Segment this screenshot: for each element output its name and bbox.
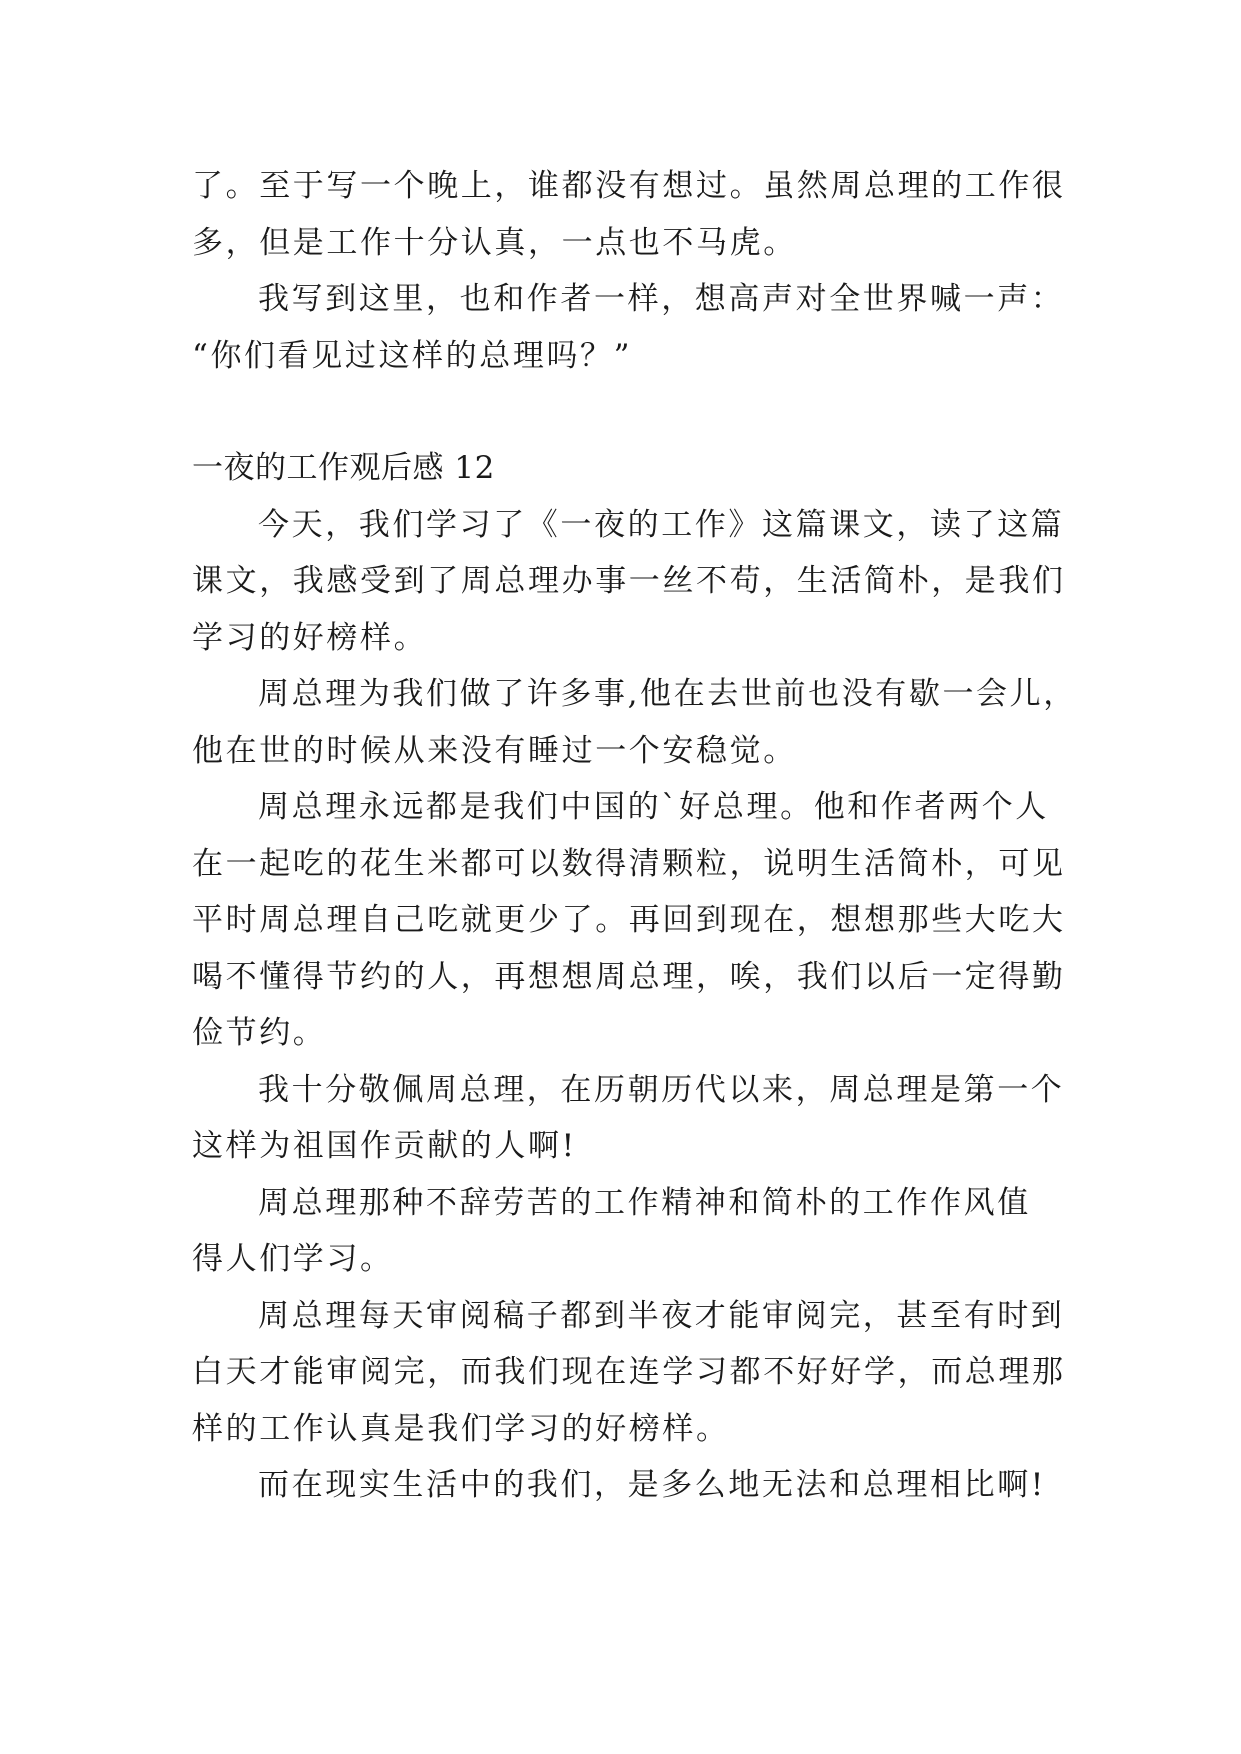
paragraph-line: 他在世的时候从来没有睡过一个安稳觉。 — [192, 732, 797, 769]
paragraph-line: 得人们学习。 — [192, 1241, 394, 1277]
paragraph-line: 这样为祖国作贡献的人啊! — [192, 1128, 577, 1164]
paragraph-line: 周总理每天审阅稿子都到半夜才能审阅完，甚至有时到 — [258, 1297, 1065, 1334]
paragraph-line: 样的工作认真是我们学习的好榜样。 — [192, 1410, 730, 1447]
paragraph-line: 喝不懂得节约的人，再想想周总理，唉，我们以后一定得勤 — [192, 958, 1066, 995]
paragraph-line: 多，但是工作十分认真，一点也不马虎。 — [192, 224, 797, 261]
section-spacer — [192, 384, 1060, 440]
paragraph-line: 平时周总理自己吃就更少了。再回到现在，想想那些大吃大 — [192, 902, 1066, 938]
section-title: 一夜的工作观后感 12 — [192, 450, 495, 486]
paragraph-line: 我十分敬佩周总理，在历朝历代以来，周总理是第一个 — [258, 1071, 1065, 1108]
paragraph-line: 了。至于写一个晚上，谁都没有想过。虽然周总理的工作很 — [192, 168, 1066, 204]
paragraph-line: 学习的好榜样。 — [192, 619, 428, 656]
paragraph-line: 周总理永远都是我们中国的`好总理。他和作者两个人 — [258, 789, 1049, 825]
paragraph-line: 我写到这里，也和作者一样，想高声对全世界喊一声： — [258, 281, 1065, 317]
paragraph-line: “你们看见过这样的总理吗？” — [192, 337, 633, 374]
paragraph-line: 周总理那种不辞劳苦的工作精神和简朴的工作作风值 — [258, 1184, 1031, 1221]
paragraph-line: 今天，我们学习了《一夜的工作》这篇课文，读了这篇 — [258, 506, 1065, 543]
paragraph-line: 课文，我感受到了周总理办事一丝不苟，生活简朴，是我们 — [192, 563, 1066, 599]
paragraph-line: 白天才能审阅完，而我们现在连学习都不好好学，而总理那 — [192, 1354, 1066, 1390]
paragraph-line: 周总理为我们做了许多事,他在去世前也没有歇一会儿， — [258, 676, 1077, 712]
paragraph-line: 俭节约。 — [192, 1015, 327, 1051]
document-body — [192, 158, 1077, 1514]
paragraph-line: 而在现实生活中的我们，是多么地无法和总理相比啊! — [258, 1467, 1046, 1503]
paragraph-line: 在一起吃的花生米都可以数得清颗粒，说明生活简朴，可见 — [192, 845, 1066, 882]
